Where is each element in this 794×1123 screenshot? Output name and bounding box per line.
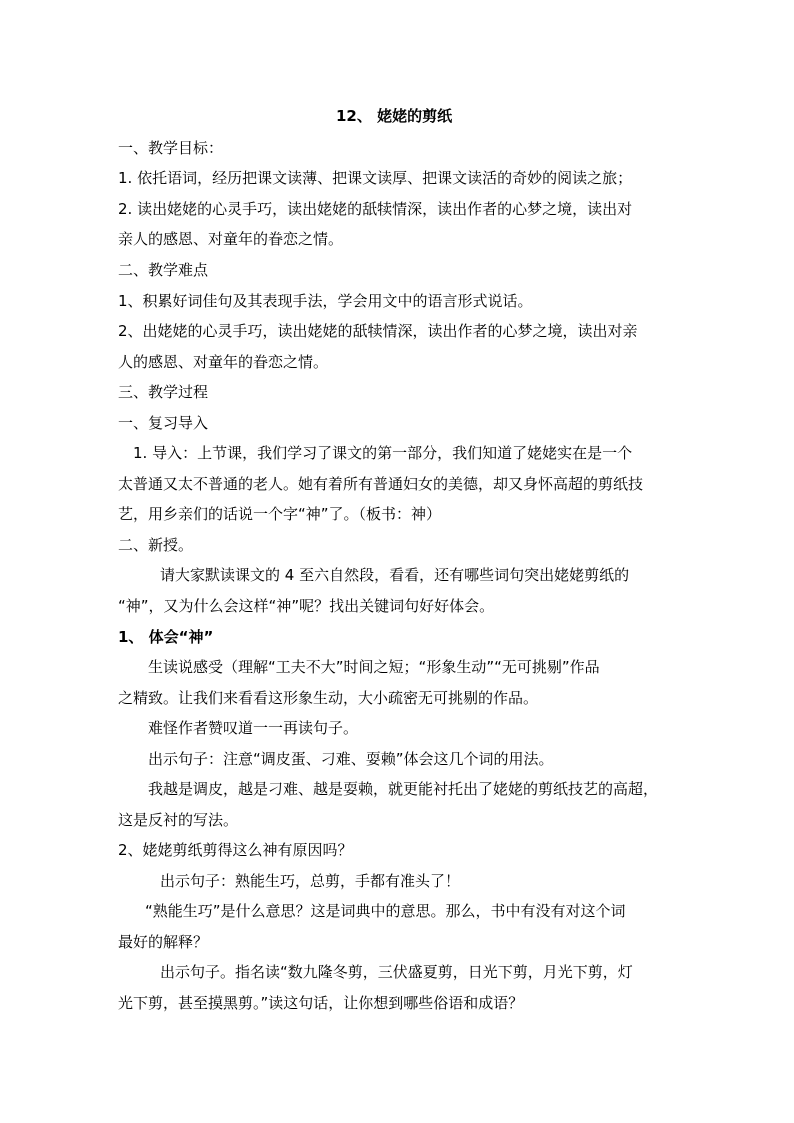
paragraph-line: 亲人的感恩、对童年的眷恋之情。 xyxy=(118,230,344,248)
paragraph-line: 太普通又太不普通的老人。她有着所有普通妇女的美德，却又身怀高超的剪纸技 xyxy=(118,475,644,493)
paragraph-line: 出示句子。指名读“数九隆冬剪，三伏盛夏剪，日光下剪，月光下剪，灯 xyxy=(160,963,633,981)
paragraph-line: “神”，又为什么会这样“神”呢？找出关键词句好好体会。 xyxy=(118,597,495,615)
paragraph-line: 1、积累好词佳句及其表现手法，学会用文中的语言形式说话。 xyxy=(118,292,533,310)
paragraph-line: 请大家默读课文的 4 至六自然段，看看，还有哪些词句突出姥姥剪纸的 xyxy=(160,566,630,584)
paragraph-line: 1. 依托语词，经历把课文读薄、把课文读厚、把课文读活的奇妙的阅读之旅； xyxy=(118,169,633,187)
subsection-heading: 2、姥姥剪纸剪得这么神有原因吗？ xyxy=(118,841,353,859)
paragraph-line: 难怪作者赞叹道一一再读句子。 xyxy=(148,719,359,737)
subsection-heading: 1、 体会“神” xyxy=(118,628,214,646)
paragraph-line: 1. 导入：上节课，我们学习了课文的第一部分，我们知道了姥姥实在是一个 xyxy=(133,444,633,462)
paragraph-line: 生读说感受（理解“工夫不大”时间之短；“形象生动”“无可挑剔”作品 xyxy=(148,658,600,676)
paragraph-line: “熟能生巧”是什么意思？这是词典中的意思。那么，书中有没有对这个词 xyxy=(145,902,626,920)
paragraph-line: 人的感恩、对童年的眷恋之情。 xyxy=(118,353,329,371)
paragraph-line: 2、出姥姥的心灵手巧，读出姥姥的舐犊情深，读出作者的心梦之境，读出对亲 xyxy=(118,322,638,340)
paragraph-line: 之精致。让我们来看看这形象生动，大小疏密无可挑剔的作品。 xyxy=(118,689,539,707)
paragraph-line: 最好的解释？ xyxy=(118,933,209,951)
paragraph-line: 光下剪，甚至摸黑剪。”读这句话，让你想到哪些俗语和成语？ xyxy=(118,994,524,1012)
paragraph-line: 出示句子：熟能生巧，总剪，手都有准头了！ xyxy=(160,872,461,890)
section-heading: 二、教学难点 xyxy=(118,261,209,279)
paragraph-line: 我越是调皮，越是刁难、越是耍赖，就更能衬托出了姥姥的剪纸技艺的高超， xyxy=(148,780,659,798)
paragraph-line: 这是反衬的写法。 xyxy=(118,811,239,829)
paragraph-line: 出示句子：注意“调皮蛋、刁难、耍赖”体会这几个词的用法。 xyxy=(148,750,554,768)
section-heading: 一、教学目标： xyxy=(118,139,224,157)
section-heading: 一、复习导入 xyxy=(118,414,209,432)
section-heading: 三、教学过程 xyxy=(118,383,209,401)
section-heading: 二、新授。 xyxy=(118,536,194,554)
document-title: 12、 姥姥的剪纸 xyxy=(336,107,453,125)
paragraph-line: 艺，用乡亲们的话说一个字“神”了。（板书：神） xyxy=(118,505,442,523)
paragraph-line: 2. 读出姥姥的心灵手巧，读出姥姥的舐犊情深，读出作者的心梦之境，读出对 xyxy=(118,200,633,218)
